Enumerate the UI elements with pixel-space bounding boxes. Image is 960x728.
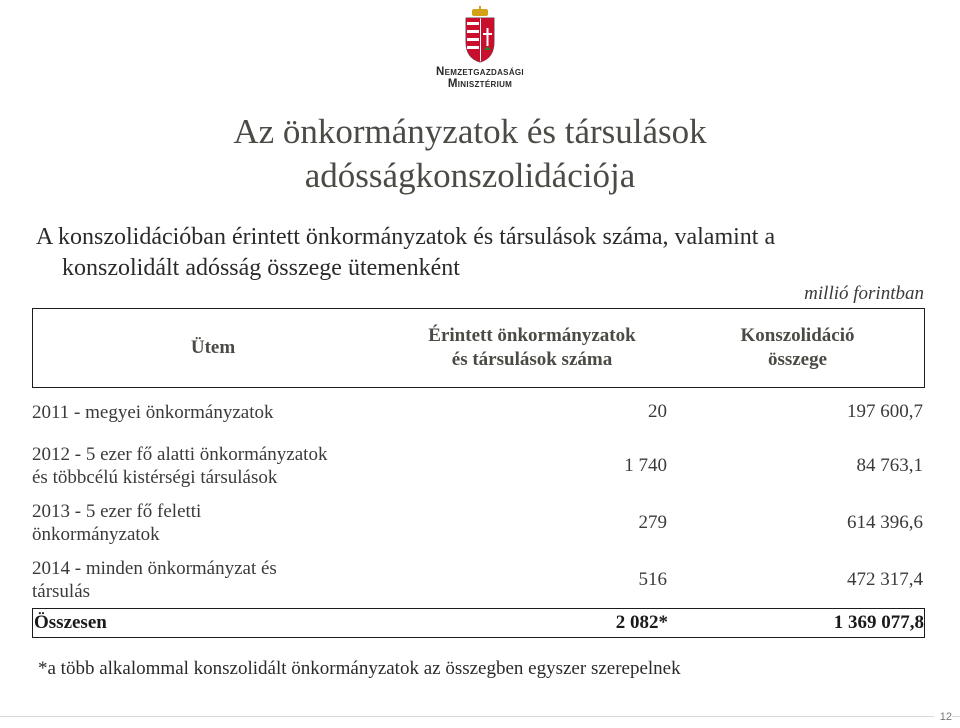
column-header-amount-line2: összege [767,349,828,370]
page-number: 12 [934,711,952,723]
slide-title-line1: Az önkormányzatok és társulások [233,112,707,151]
column-header-count-line1: Érintett önkormányzatok [428,325,636,346]
footnote: *a több alkalommal konszolidált önkormányzatok az összegben egyszer szerepelnek [38,658,681,679]
footer-divider [0,716,960,717]
row-label: 2011 - megyei önkormányzatok [32,402,274,423]
slide-title-line2: adósságkonszolidációja [304,156,636,195]
column-header-count-line2: és társulások száma [451,349,613,370]
table-row [32,557,925,603]
row-label-line2: önkormányzatok [32,524,160,545]
column-header-phase-label: Ütem [190,337,236,358]
row-label-line1: 2012 - 5 ezer fő alatti önkormányzatok [32,444,328,465]
slide-title [150,110,790,198]
row-count: 279 [638,512,667,533]
row-count: 20 [648,401,667,422]
column-header-amount [671,309,924,387]
row-label [32,443,412,489]
unit-note: millió forintban [804,283,924,304]
row-label [32,557,412,603]
row-label-line2: és többcélú kistérségi társulások [32,467,278,488]
table-row [32,443,925,489]
column-header-count-label [428,324,635,372]
row-label-line1: 2013 - 5 ezer fő feletti [32,501,202,522]
table-row [32,401,925,429]
column-header-count [393,309,671,387]
row-label-line1: 2014 - minden önkormányzat és [32,558,277,579]
row-count: 1 740 [624,455,667,476]
row-amount: 614 396,6 [847,512,923,533]
table-total-row [32,608,925,638]
table-row [32,500,925,546]
slide-subtitle-line2: konszolidált adósság összege ütemenként [62,255,460,281]
column-header-phase [33,309,393,387]
table-header [32,308,925,388]
row-count: 516 [638,569,667,590]
column-header-amount-line1: Konszolidáció [740,325,855,346]
total-amount: 1 369 077,8 [833,612,924,633]
coat-of-arms-icon [462,6,498,64]
total-count: 2 082* [615,612,668,633]
row-amount: 197 600,7 [847,401,923,422]
row-label-line2: társulás [32,581,91,602]
slide-subtitle-line1: A konszolidációban érintett önkormányzatok és társulások száma, valamint a [36,224,776,250]
row-amount: 84 763,1 [856,455,923,476]
ministry-name-line2: Minisztérium [447,78,513,90]
column-header-amount-label [740,324,854,372]
row-amount: 472 317,4 [847,569,923,590]
ministry-name-line1: Nemzetgazdasági [436,66,524,78]
ministry-name [425,66,535,90]
row-label [32,500,412,546]
slide-subtitle [36,222,916,284]
ministry-logo [425,6,535,98]
total-label: Összesen [34,612,107,633]
